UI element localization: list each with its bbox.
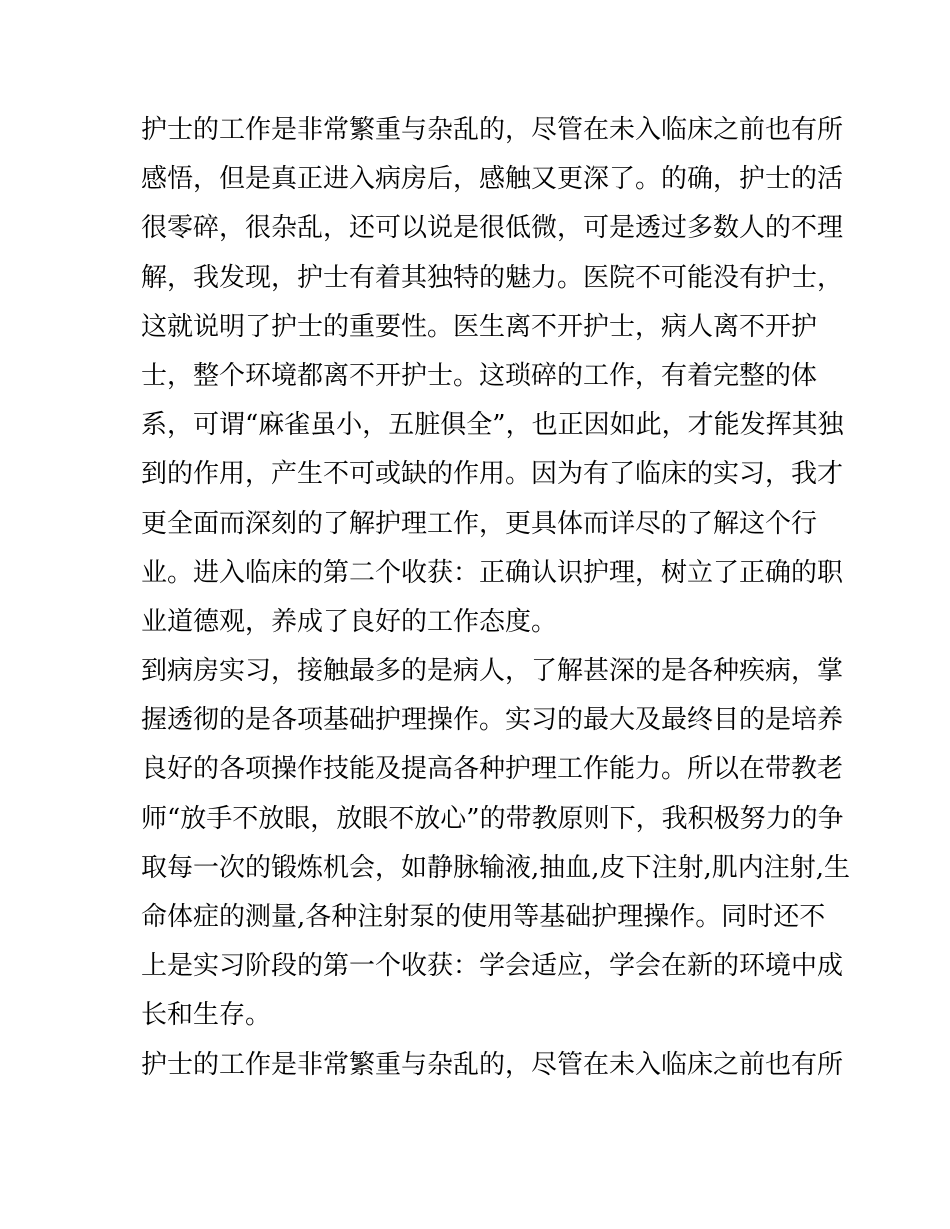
text-line: 这就说明了护士的重要性。医生离不开护士，病人离不开护 [141,311,818,342]
text-line: 护士的工作是非常繁重与杂乱的，尽管在未入临床之前也有所 [141,1049,844,1080]
text-line: 长和生存。 [141,1000,272,1031]
text-line: 到的作用，产生不可或缺的作用。因为有了临床的实习，我才 [141,459,844,490]
text-line: 感悟，但是真正进入病房后，感触又更深了。的确，护士的活 [141,164,844,195]
text-line: 到病房实习，接触最多的是病人，了解甚深的是各种疾病，掌 [141,656,844,687]
text-line: 握透彻的是各项基础护理操作。实习的最大及最终目的是培养 [141,705,844,736]
body-text [141,106,851,1090]
text-line: 系，可谓“麻雀虽小，五脏俱全”，也正因如此，才能发挥其独 [141,410,844,441]
text-line: 士，整个环境都离不开护士。这琐碎的工作，有着完整的体 [141,360,818,391]
text-line: 业。进入临床的第二个收获：正确认识护理，树立了正确的职 [141,557,844,588]
text-line: 良好的各项操作技能及提高各种护理工作能力。所以在带教老 [141,754,844,785]
text-line: 师“放手不放眼，放眼不放心”的带教原则下，我积极努力的争 [141,803,844,834]
text-line: 更全面而深刻的了解护理工作，更具体而详尽的了解这个行 [141,508,818,539]
text-line: 业道德观，养成了良好的工作态度。 [141,606,558,637]
text-line: 护士的工作是非常繁重与杂乱的，尽管在未入临床之前也有所 [141,115,844,145]
text-line: 命体症的测量,各种注射泵的使用等基础护理操作。同时还不 [141,902,826,932]
text-line: 上是实习阶段的第一个收获：学会适应，学会在新的环境中成 [141,951,844,982]
text-line: 很零碎，很杂乱，还可以说是很低微，可是透过多数人的不理 [141,213,844,244]
text-line: 解，我发现，护士有着其独特的魅力。医院不可能没有护士， [141,262,844,293]
text-line: 取每一次的锻炼机会，如静脉输液,抽血,皮下注射,肌内注射,生 [141,852,851,883]
